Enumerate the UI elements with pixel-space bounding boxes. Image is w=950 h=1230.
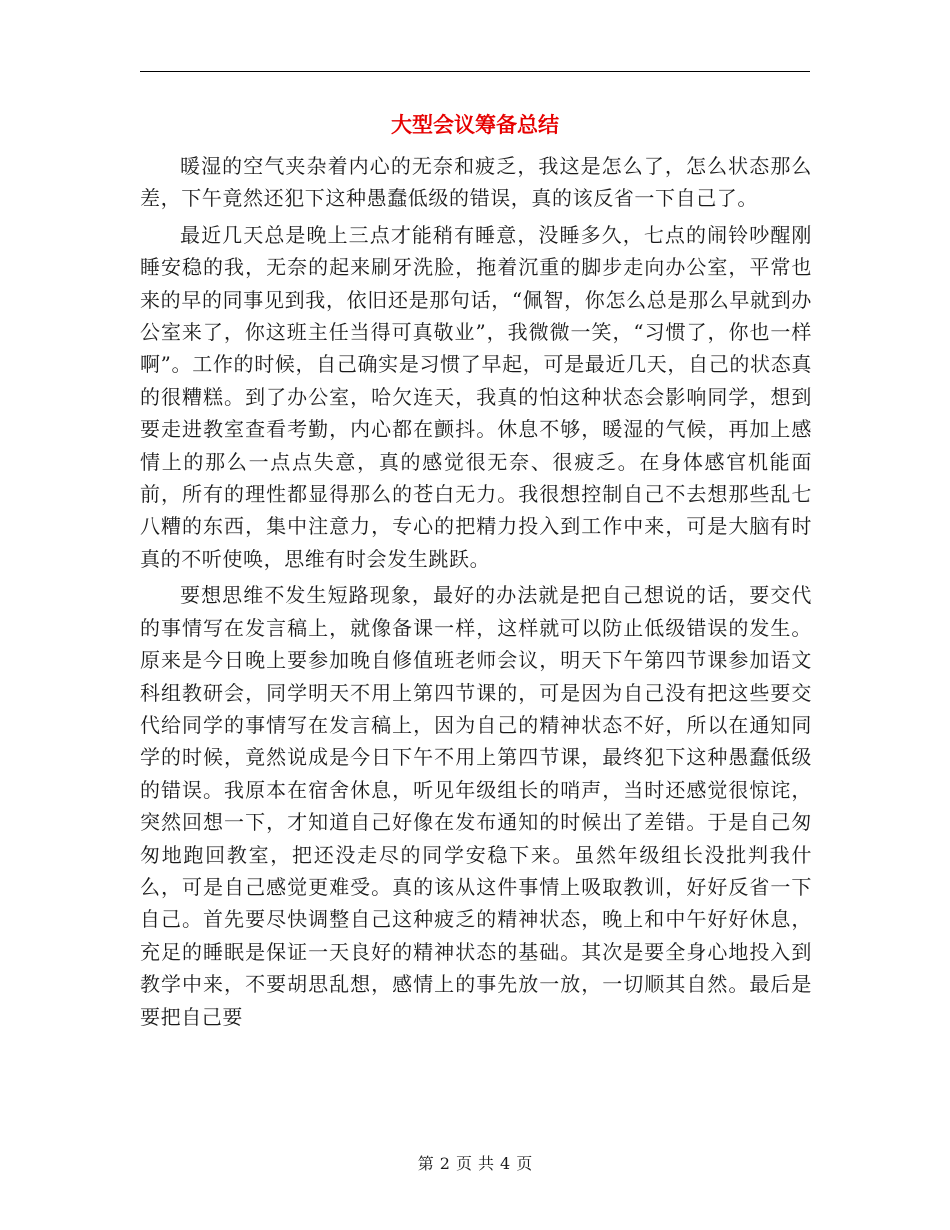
paragraph-2: 最近几天总是晚上三点才能稍有睡意，没睡多久，七点的闹铃吵醒刚睡安稳的我，无奈的起来刷牙洗脸，拖着沉重的脚步走向办公室，平常也来的早的同事见到我，依旧还是那句话，“佩智，你怎么总是那么早就到办公室来了，你这班主任当得可真敬业”，我微微一笑，“习惯了，你也一样啊”。工作的时候，自己确实是习惯了早起，可是最近几天，自己的状态真的很糟糕。到了办公室，哈欠连天，我真的怕这种状态会影响同学，想到要走进教室查看考勤，内心都在颤抖。休息不够，暖湿的气候，再加上感情上的那么一点点失意，真的感觉很无奈、很疲乏。在身体感官机能面前，所有的理性都显得那么的苍白无力。我很想控制自己不去想那些乱七八糟的东西，集中注意力，专心的把精力投入到工作中来，可是大脑有时真的不听使唤，思维有时会发生跳跃。: [140, 222, 812, 571]
footer-suffix: 页: [516, 1154, 533, 1173]
document-title: 大型会议筹备总结: [391, 113, 559, 137]
page-footer: [0, 1152, 950, 1176]
footer-prefix: 第: [417, 1154, 434, 1173]
document-body: [140, 150, 812, 1037]
footer-total-word: 共: [478, 1154, 495, 1173]
paragraph-1: 暖湿的空气夹杂着内心的无奈和疲乏，我这是怎么了，怎么状态那么差，下午竟然还犯下这种愚蠢低级的错误，真的该反省一下自己了。: [140, 154, 812, 211]
footer-page-word: 页: [455, 1154, 472, 1173]
footer-current-page: 2: [439, 1154, 450, 1173]
paragraph-3: 要想思维不发生短路现象，最好的办法就是把自己想说的话，要交代的事情写在发言稿上，就像备课一样，这样就可以防止低级错误的发生。原来是今日晚上要参加晚自修值班老师会议，明天下午第四节课参加语文科组教研会，同学明天不用上第四节课的，可是因为自己没有把这些要交代给同学的事情写在发言稿上，因为自己的精神状态不好，所以在通知同学的时候，竟然说成是今日下午不用上第四节课，最终犯下这种愚蠢低级的错误。我原本在宿舍休息，听见年级组长的哨声，当时还感觉很惊诧，突然回想一下，才知道自己好像在发布通知的时候出了差错。于是自己匆匆地跑回教室，把还没走尽的同学安稳下来。虽然年级组长没批判我什么，可是自己感觉更难受。真的该从这件事情上吸取教训，好好反省一下自己。首先要尽快调整自己这种疲乏的精神状态，晚上和中午好好休息，充足的睡眠是保证一天良好的精神状态的基础。其次是要全身心地投入到教学中来，不要胡思乱想，感情上的事先放一放，一切顺其自然。最后是要把自己要: [140, 583, 812, 1029]
header-rule: [140, 71, 810, 72]
footer-total-pages: 4: [500, 1154, 511, 1173]
